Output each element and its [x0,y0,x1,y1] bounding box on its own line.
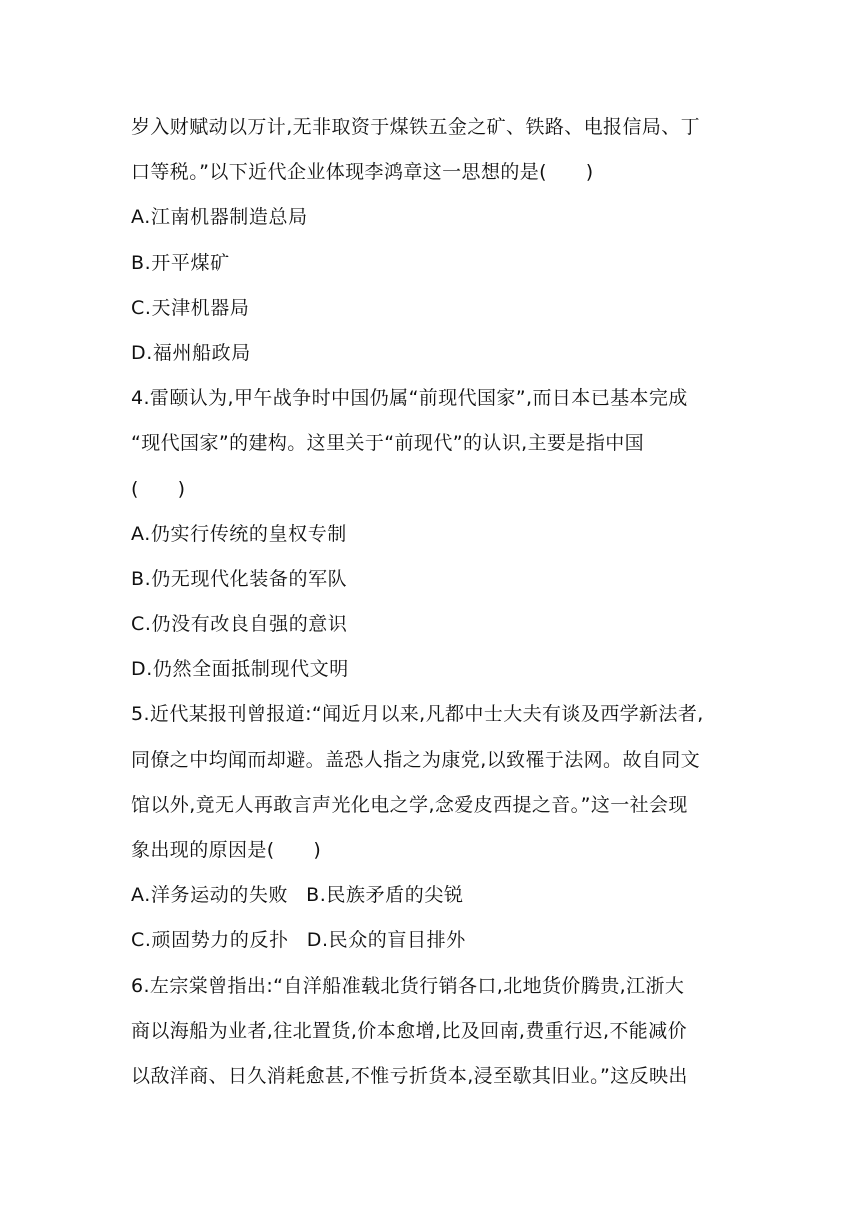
q4-stem-line-3: ( ) [131,477,186,500]
q4-option-c: C.仍没有改良自强的意识 [131,613,348,636]
q4-stem-line-2: “现代国家”的建构。这里关于“前现代”的认识,主要是指中国 [131,432,645,455]
q5-options-row-2 [131,918,741,963]
q5-options-row-1 [131,873,741,918]
q4-option-a: A.仍实行传统的皇权专制 [131,522,347,545]
q3-stem-line-1: 岁入财赋动以万计,无非取资于煤铁五金之矿、铁路、电报信局、丁 [131,116,701,138]
q5-stem-line-2: 同僚之中均闻而却避。盖恐人指之为康党,以致罹于法网。故自同文 [131,748,701,771]
q5-stem-line-1: 5.近代某报刊曾报道:“闻近月以来,凡都中士大夫有谈及西学新法者, [131,703,704,726]
q4-stem-line-1: 4.雷颐认为,甲午战争时中国仍属“前现代国家”,而日本已基本完成 [131,387,688,410]
q3-option-d: D.福州船政局 [131,341,251,364]
q3-option-a: A.江南机器制造总局 [131,206,308,229]
q3-stem-line-2: 口等税。”以下近代企业体现李鸿章这一思想的是( ) [131,161,594,184]
q4-option-b: B.仍无现代化装备的军队 [131,567,348,590]
q3-option-b: B.开平煤矿 [131,251,230,274]
q5-option-a: A.洋务运动的失败 [131,884,289,907]
q5-stem-line-3: 馆以外,竟无人再敢言声光化电之学,念爱皮西提之音。”这一社会现 [131,793,688,816]
q4-option-d: D.仍然全面抵制现代文明 [131,658,349,681]
q5-option-b: B.民族矛盾的尖锐 [306,884,464,907]
q6-stem-line-3: 以敌洋商、日久消耗愈甚,不惟亏折货本,浸至歇其旧业。”这反映出 [131,1064,688,1087]
q6-stem-line-1: 6.左宗棠曾指出:“自洋船准载北货行销各口,北地货价腾贵,江浙大 [131,974,685,997]
q3-option-c: C.天津机器局 [131,296,250,319]
q5-stem-line-4: 象出现的原因是( ) [131,839,322,861]
q5-option-d: D.民众的盲目排外 [306,929,466,952]
q6-stem-line-2: 商以海船为业者,往北置货,价本愈增,比及回南,费重行迟,不能减价 [131,1019,687,1042]
q5-option-c: C.顽固势力的反扑 [131,929,289,952]
document-page [131,105,741,1099]
